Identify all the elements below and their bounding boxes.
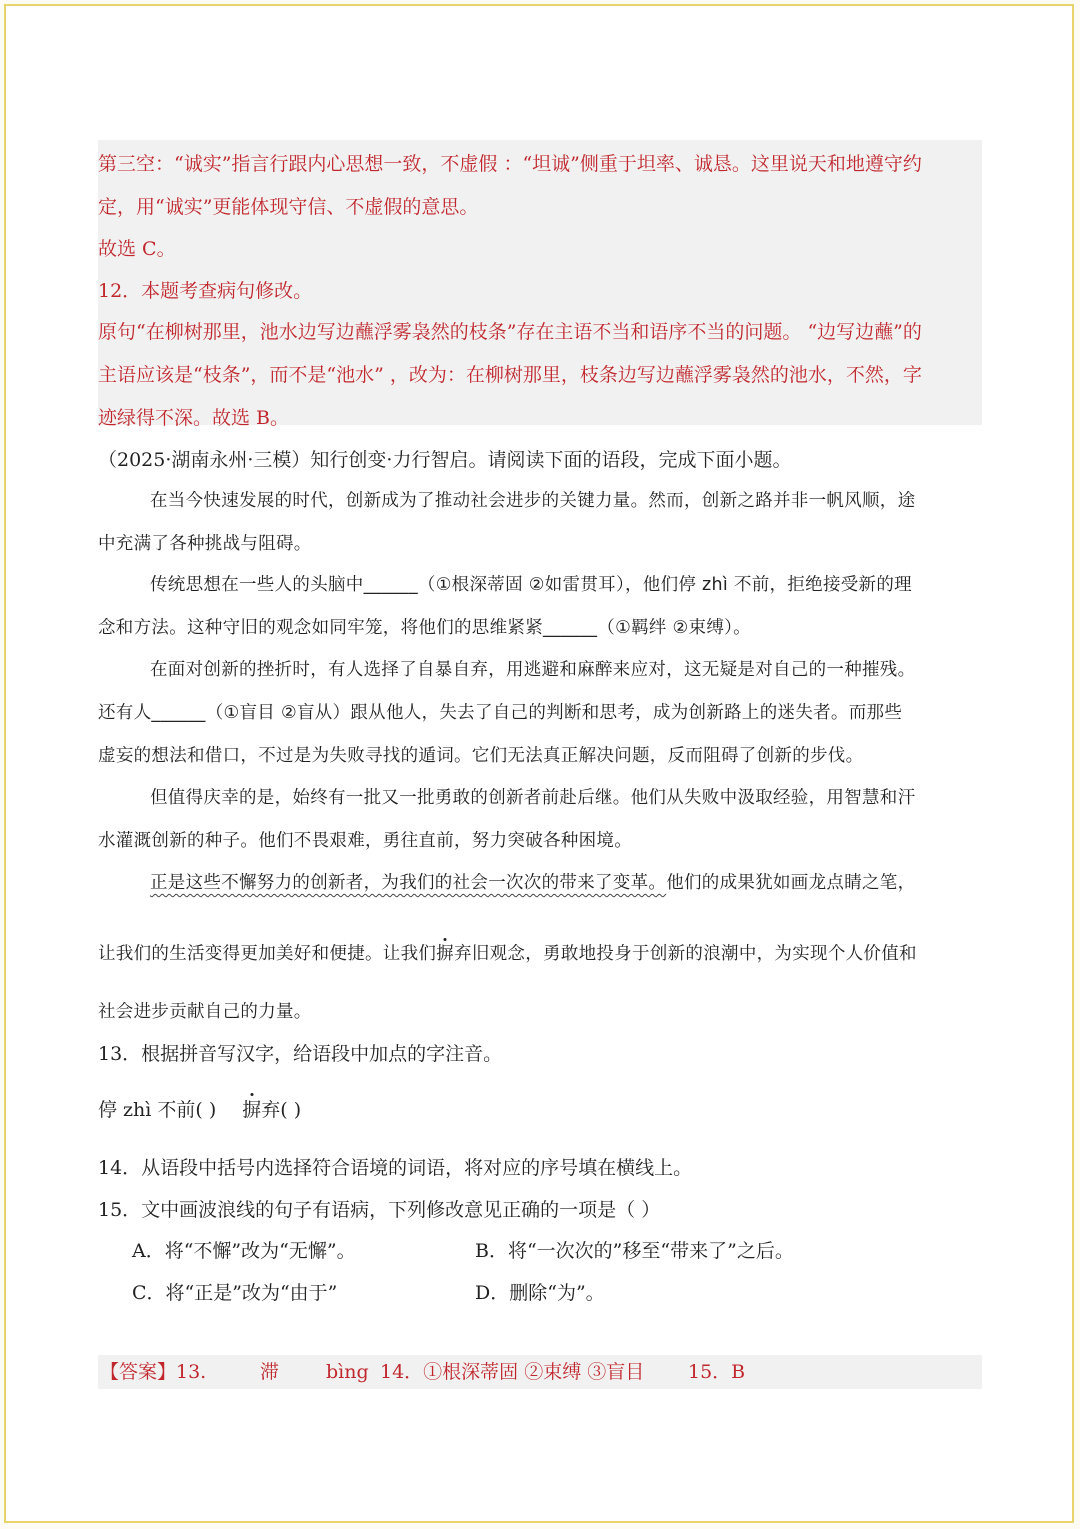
q12-explanation-line: 迹绿得不深。故选 B。 — [98, 407, 290, 429]
answer-14: 14．①根深蒂固 ②束缚 ③盲目 — [380, 1361, 645, 1383]
q15-option-b: B．将“一次次的”移至“带来了”之后。 — [475, 1240, 794, 1262]
passage-line: 虚妄的想法和借口，不过是为失败寻找的遁词。它们无法真正解决问题，反而阻碍了创新的步伐。 — [98, 746, 864, 766]
passage-text: 他们的成果犹如画龙点睛之笔， — [666, 873, 916, 893]
q13-item-2: 弃( ) — [261, 1099, 302, 1121]
answer-15: 15．B — [688, 1361, 746, 1383]
dotted-char: 摒 — [436, 944, 455, 964]
passage-text: 弃旧观念，勇敢地投身于创新的浪潮中，为实现个人价值和 — [454, 944, 917, 964]
answer-13-char: 滞 — [260, 1361, 280, 1383]
q14-title: 14．从语段中括号内选择符合语境的词语，将对应的序号填在横线上。 — [98, 1157, 693, 1179]
section-intro: （2025·湖南永州·三模）知行创变·力行智启。请阅读下面的语段，完成下面小题。 — [98, 449, 792, 471]
answer-bar — [98, 1355, 982, 1389]
answer-label: 【答案】13. — [100, 1361, 207, 1383]
dotted-char: 摒 — [242, 1099, 262, 1121]
q12-explanation-line: 原句“在柳树那里，池水边写边蘸浮雾袅然的枝条”存在主语不当和语序不当的问题。 “边写边蘸”的 — [98, 321, 922, 343]
passage-line: 社会进步贡献自己的力量。 — [98, 1002, 312, 1022]
q12-title: 12．本题考查病句修改。 — [98, 280, 313, 302]
passage-line: 但值得庆幸的是，始终有一批又一批勇敢的创新者前赴后继。他们从失败中汲取经验，用智慧和汗 — [150, 788, 916, 808]
passage-line: 还有人______（①盲目 ②盲从）跟从他人，失去了自己的判断和思考，成为创新路上的迷失者。而那些 — [98, 703, 903, 723]
passage-line — [98, 942, 982, 966]
passage-line: 念和方法。这种守旧的观念如同牢笼，将他们的思维紧紧______（①羁绊 ②束缚）。 — [98, 618, 751, 638]
passage-line: 在当今快速发展的时代，创新成为了推动社会进步的关键力量。然而，创新之路并非一帆风顺，途 — [150, 491, 916, 511]
passage-text: 让我们的生活变得更加美好和便捷。让我们 — [98, 944, 437, 964]
q15-option-d: D．删除“为”。 — [475, 1282, 605, 1304]
passage-line: 水灌溉创新的种子。他们不畏艰难，勇往直前，努力突破各种困境。 — [98, 831, 632, 851]
passage-line — [98, 871, 982, 895]
q12-explanation-line: 主语应该是“枝条”，而不是“池水” ，改为：在柳树那里，枝条边写边蘸浮雾袅然的池水，不然，字 — [98, 364, 922, 386]
explanation-answer: 故选 C。 — [98, 238, 176, 260]
q13-items — [98, 1098, 982, 1122]
q15-title: 15．文中画波浪线的句子有语病，下列修改意见正确的一项是（ ） — [98, 1199, 661, 1221]
q15-option-a: A．将“不懈”改为“无懈”。 — [132, 1240, 356, 1262]
wavy-sentence: 正是这些不懈努力的创新者，为我们的社会一次次的带来了变革。 — [150, 873, 667, 893]
explanation-line: 第三空：“诚实”指言行跟内心思想一致，不虚假 ：“坦诚”侧重于坦率、诚恳。这里说天和地遵守约 — [98, 153, 922, 175]
q13-item-1: 停 zhì 不前( ) — [98, 1099, 217, 1121]
explanation-line: 定，用“诚实”更能体现守信、不虚假的意思。 — [98, 196, 479, 218]
q13-title: 13．根据拼音写汉字，给语段中加点的字注音。 — [98, 1043, 503, 1065]
passage-line: 中充满了各种挑战与阻碍。 — [98, 534, 312, 554]
answer-13-pinyin: bìng — [326, 1361, 369, 1383]
passage-line: 在面对创新的挫折时，有人选择了自暴自弃，用逃避和麻醉来应对，这无疑是对自己的一种摧残。 — [150, 660, 916, 680]
passage-line: 传统思想在一些人的头脑中______（①根深蒂固 ②如雷贯耳），他们停 zhì 不前，拒绝接受新的理 — [150, 575, 912, 595]
q15-option-c: C．将“正是”改为“由于” — [132, 1282, 338, 1304]
